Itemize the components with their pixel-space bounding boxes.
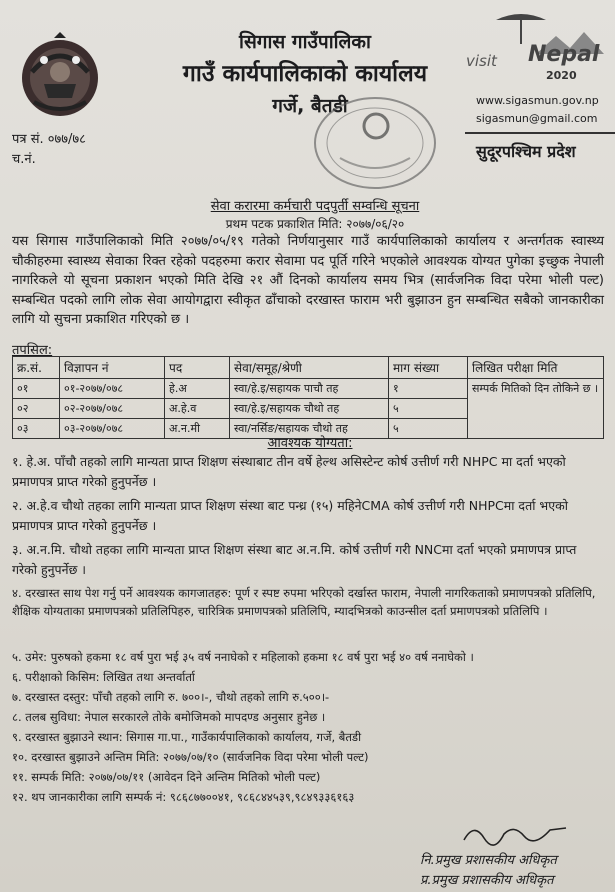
signature-scribble-icon bbox=[460, 820, 570, 848]
col-header-count: माग संख्या bbox=[389, 357, 468, 379]
table-header-row bbox=[13, 357, 604, 379]
cell-count: ५ bbox=[389, 419, 468, 439]
requirements-title: आवश्यक योग्यता: bbox=[267, 436, 353, 451]
cell-count: ५ bbox=[389, 399, 468, 419]
org-name: सिगास गाउँपालिका bbox=[239, 31, 371, 53]
col-header-sn: क्र.सं. bbox=[13, 357, 60, 379]
requirement-item: ७. दरखास्त दस्तुर: पाँचौ तहको लागि रु. ७००।-, चौथो तहको लागि रु.५००।- bbox=[12, 690, 330, 704]
cell-post: अ.हे.व bbox=[165, 399, 230, 419]
cell-post: अ.न.मी bbox=[165, 419, 230, 439]
signatory-title: नि.प्रमुख प्रशासकीय अधिकृत bbox=[420, 853, 557, 868]
office-address: गर्जे, बैतडी bbox=[272, 95, 348, 117]
requirement-item: १. हे.अ. पाँचौ तहको लागि मान्यता प्राप्त शिक्षण संस्थाबाट तीन वर्षे हेल्थ असिस्टेन्ट कोर्ष उत्तीर्ण गरी NHPC मा दर्ता भएको प्रमाणपत्र प्राप्त गरेको हुनुपर्नेछ । bbox=[12, 454, 566, 489]
requirement-item: २. अ.हे.व चौथो तहका लागि मान्यता प्राप्त शिक्षण संस्था बाट पन्ध्र (१५) महिनेCMA कोर्ष उत्तीर्ण गरी NHPCमा दर्ता भएको प्रमाणपत्र प्राप्त गरेको हुनुपर्नेछ । bbox=[12, 498, 568, 533]
visit-nepal-logo bbox=[466, 10, 606, 86]
cell-post: हे.अ bbox=[165, 379, 230, 399]
requirement-item: १०. दरखास्त बुझाउने अन्तिम मिति: २०७७/०७/१० (सार्वजनिक विदा परेमा भोली पल्ट) bbox=[12, 750, 369, 764]
office-name: गाउँ कार्यपालिकाको कार्यालय bbox=[182, 61, 428, 87]
notice-body: यस सिगास गाउँपालिकाको मिति २०७७/०५/१९ गतेको निर्णयानुसार गाउँ कार्यपालिकाको कार्यालय र अन्तर्गतक स्वास्थ्य चौकीहरुमा स्वास्थ्य सेवाका रिक्त रहेको पदहरुमा करार सेवामा पद पूर्ति गरिने भएकोले आवश्यक योग्यत पुगेका इच्छुक नेपाली नागरिकले यो सूचना प्रकाशन भएको मिति देखि २१ औं दिनको कार्यालय समय भित्र (सार्वजनिक विदा परेमा भोली पल्ट) सम्बन्धित पदको लागि लोक सेवा आयोगद्वारा स्वीकृत ढाँचाको दरखास्त फाराम भरी बुझाउन हुन सम्बन्धित सबैको जानकारीका लागि यो सुचना प्रकाशित गरिएको छ । bbox=[12, 234, 604, 327]
notice-title: सेवा करारमा कर्मचारी पदपुर्ती सम्वन्धि सूचना bbox=[210, 199, 420, 214]
schedule-label: तपसिल: bbox=[12, 343, 53, 358]
col-header-service: सेवा/समूह/श्रेणी bbox=[230, 357, 389, 379]
email-link[interactable]: sigasmun@gmail.com bbox=[476, 112, 598, 125]
cell-sn: ०१ bbox=[13, 379, 60, 399]
visit-text: visit bbox=[466, 52, 497, 70]
cell-service: स्वा/हे.इ/सहायक चौथो तह bbox=[230, 399, 389, 419]
website-link[interactable]: www.sigasmun.gov.np bbox=[476, 94, 599, 107]
cell-count: १ bbox=[389, 379, 468, 399]
col-header-post: पद bbox=[165, 357, 230, 379]
cell-service: स्वा/हे.इ/सहायक पाचौ तह bbox=[230, 379, 389, 399]
nepal-government-emblem-icon bbox=[14, 32, 106, 118]
requirement-item: ५. उमेर: पुरुषको हकमा १८ वर्ष पुरा भई ३५ वर्ष ननाघेको र महिलाको हकमा १८ वर्ष पुरा भई ४० वर्ष ननाघेको । bbox=[12, 650, 474, 664]
requirement-item: ९. दरखास्त बुझाउने स्थान: सिगास गा.पा., गाउँकार्यपालिकाको कार्यालय, गर्जे, बैतडी bbox=[12, 730, 362, 744]
office-stamp-icon bbox=[300, 88, 450, 198]
cell-exam-date: सम्पर्क मितिको दिन तोकिने छ । bbox=[468, 379, 604, 439]
dispatch-number: च.नं. bbox=[12, 152, 36, 167]
requirement-item: ६. परीक्षाको किसिम: लिखित तथा अन्तर्वार्ता bbox=[12, 670, 195, 684]
nepal-text: Nepal bbox=[528, 42, 600, 67]
divider bbox=[465, 132, 615, 134]
province-name: सुदूरपश्चिम प्रदेश bbox=[476, 142, 576, 161]
cell-sn: ०२ bbox=[13, 399, 60, 419]
publish-date: प्रथम पटक प्रकाशित मिति: २०७७/०६/२० bbox=[225, 217, 405, 231]
cell-adv: ०१-२०७७/०७८ bbox=[60, 379, 165, 399]
cell-sn: ०३ bbox=[13, 419, 60, 439]
requirement-item: ८. तलब सुविधा: नेपाल सरकारले तोके बमोजिमको मापदण्ड अनुसार हुनेछ । bbox=[12, 710, 326, 724]
year-text: 2020 bbox=[546, 69, 577, 82]
reference-block bbox=[12, 130, 86, 170]
col-header-exam: लिखित परीक्षा मिति bbox=[468, 357, 604, 379]
requirement-item: ११. सम्पर्क मिति: २०७७/०७/११ (आवेदन दिने अन्तिम मितिको भोली पल्ट) bbox=[12, 770, 321, 784]
requirement-item: १२. थप जानकारीका लागि सम्पर्क नं: ९८६८७७००४१, ९८६८४४५३९,९८४९३३६१६३ bbox=[12, 790, 355, 804]
signatory-title-alt: प्र.प्रमुख प्रशासकीय अधिकृत bbox=[420, 873, 554, 888]
requirement-item: ३. अ.न.मि. चौथो तहका लागि मान्यता प्राप्त शिक्षण संस्था बाट अ.न.मि. कोर्ष उत्तीर्ण गरी NNCमा दर्ता भएको प्रमाणपत्र प्राप्त गरेको हुनुपर्नेछ । bbox=[12, 542, 577, 577]
col-header-adv: विज्ञापन नं bbox=[60, 357, 165, 379]
cell-service: स्वा/नर्सिङ/सहायक चौथो तह bbox=[230, 419, 389, 439]
cell-adv: ०२-२०७७/०७८ bbox=[60, 399, 165, 419]
table-row bbox=[13, 379, 604, 399]
cell-adv: ०३-२०७७/०७८ bbox=[60, 419, 165, 439]
vacancy-table bbox=[12, 356, 604, 439]
requirement-item: ४. दरखास्त साथ पेश गर्नु पर्ने आवश्यक कागजातहरु: पूर्ण र स्पष्ट रुपमा भरिएको दर्खास्त फाराम, नेपाली नागरिकताको प्रमाणपत्रको प्रतिलिपि, शैक्षिक योग्यताका प्रमाणपत्रको प्रतिलिपिहरु, चारित्रिक प्रमाणपत्रको प्रतिलिपि, म्यादभित्रको काउन्सील दर्ता प्रमाणपत्रको प्रतिलिपि । bbox=[12, 586, 596, 618]
letter-number: पत्र सं. ०७७/७८ bbox=[12, 132, 86, 147]
